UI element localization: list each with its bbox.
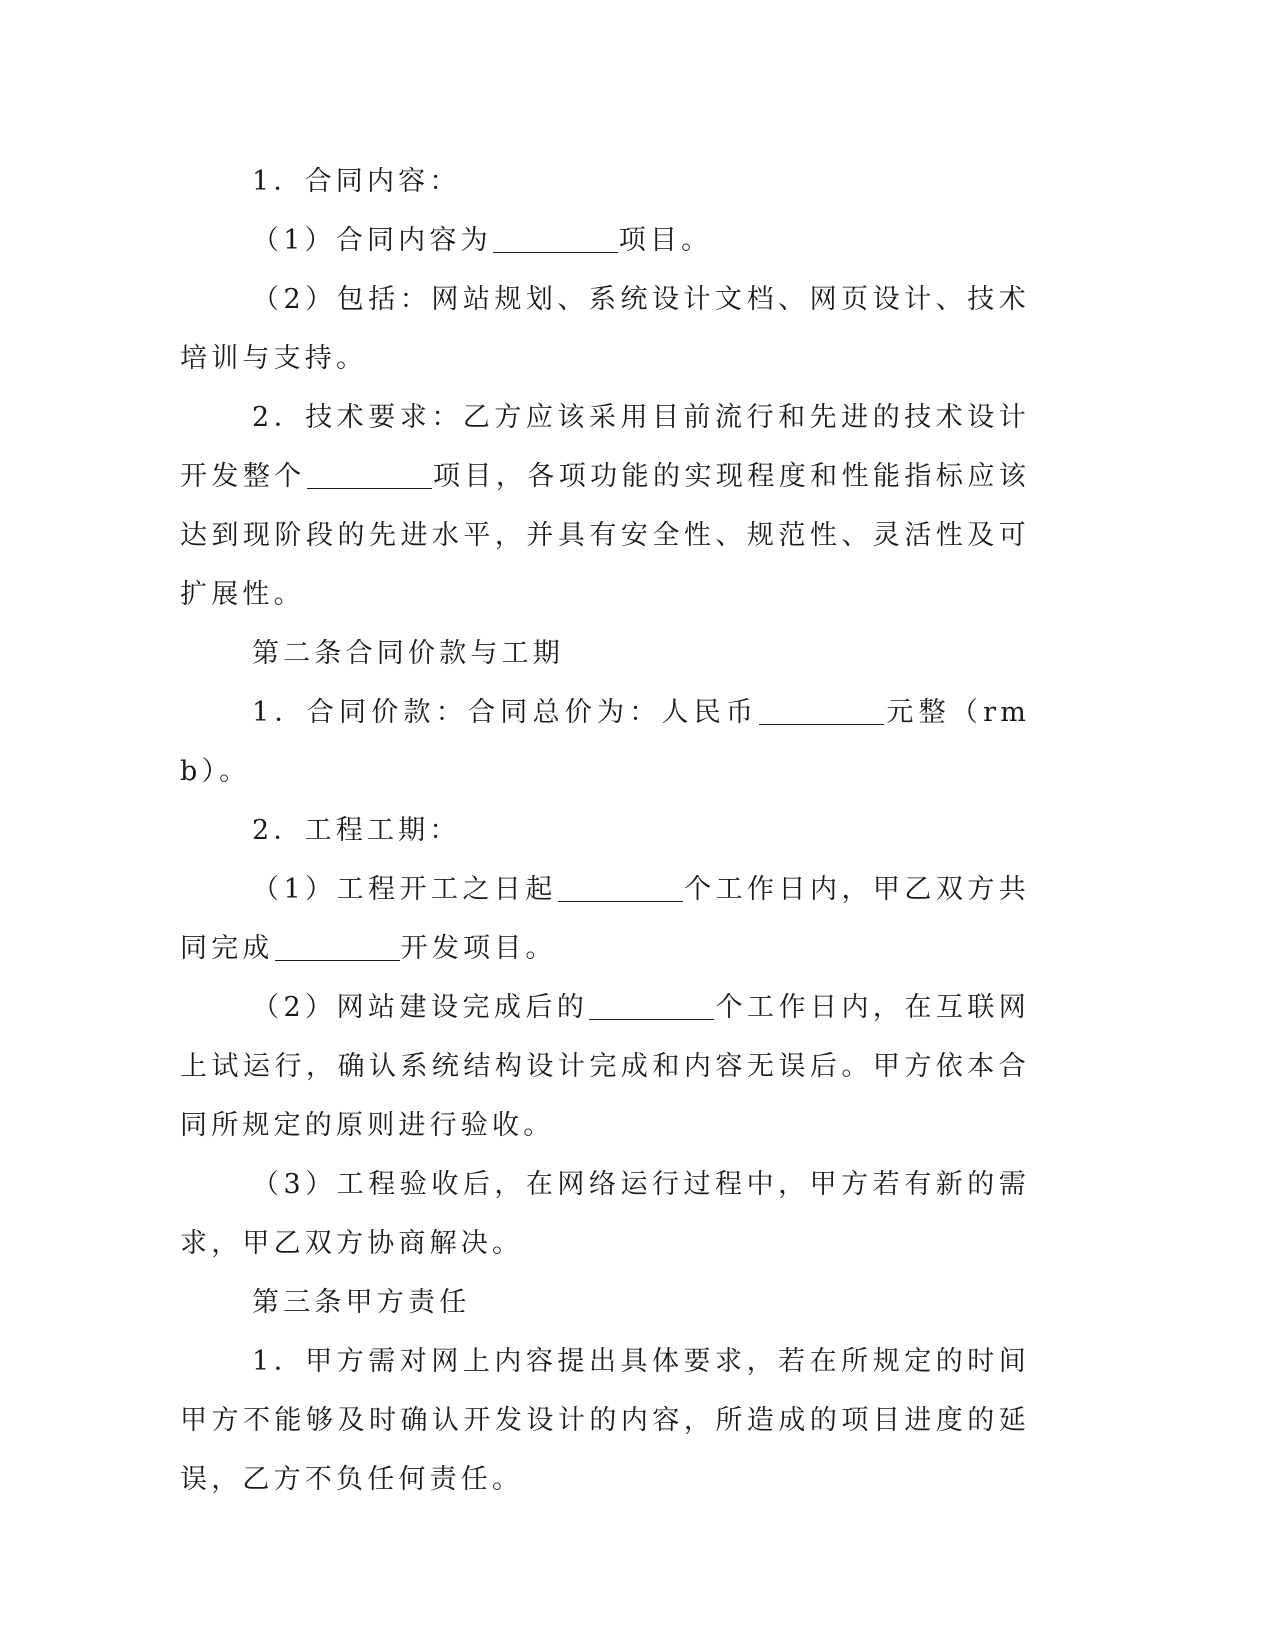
clause-schedule-item-2: （2）网站建设完成后的 个工作日内，在互联网上试运行，确认系统结构设计完成和内容无误后。甲方依本合同所规定的原则进行验收。	[180, 978, 1030, 1155]
clause-contract-content-item-1: （1）合同内容为 项目。	[180, 211, 1030, 270]
clause-party-a-responsibility-1: 1．甲方需对网上内容提出具体要求，若在所规定的时间甲方不能够及时确认开发设计的内容，所造成的项目进度的延误，乙方不负任何责任。	[180, 1346, 1030, 1495]
fill-in-blank[interactable]	[759, 694, 884, 725]
fill-in-blank[interactable]	[307, 458, 432, 489]
clause-schedule-item-3: （3）工程验收后，在网络运行过程中，甲方若有新的需求，甲乙双方协商解决。	[180, 1169, 1030, 1259]
clause-project-schedule-heading: 2．工程工期：	[252, 815, 461, 846]
document-body	[180, 152, 1030, 1509]
fill-in-blank[interactable]	[558, 871, 683, 902]
fill-in-blank[interactable]	[275, 930, 400, 961]
section-heading-article-3: 第三条甲方责任	[252, 1287, 471, 1318]
clause-schedule-item-1: （1）工程开工之日起 个工作日内，甲乙双方共同完成 开发项目。	[180, 860, 1030, 978]
clause-contract-content-item-2: （2）包括：网站规划、系统设计文档、网页设计、技术培训与支持。	[180, 284, 1030, 374]
clause-contract-price: 1．合同价款：合同总价为：人民币 元整（rmb）。	[180, 683, 1030, 801]
section-heading-article-2: 第二条合同价款与工期	[252, 638, 564, 669]
fill-in-blank[interactable]	[589, 989, 714, 1020]
clause-technical-requirements: 2．技术要求：乙方应该采用目前流行和先进的技术设计开发整个 项目，各项功能的实现程度和性能指标应该达到现阶段的先进水平，并具有安全性、规范性、灵活性及可扩展性。	[180, 402, 1030, 610]
clause-contract-content-heading: 1．合同内容：	[252, 166, 461, 197]
fill-in-blank[interactable]	[493, 222, 618, 253]
